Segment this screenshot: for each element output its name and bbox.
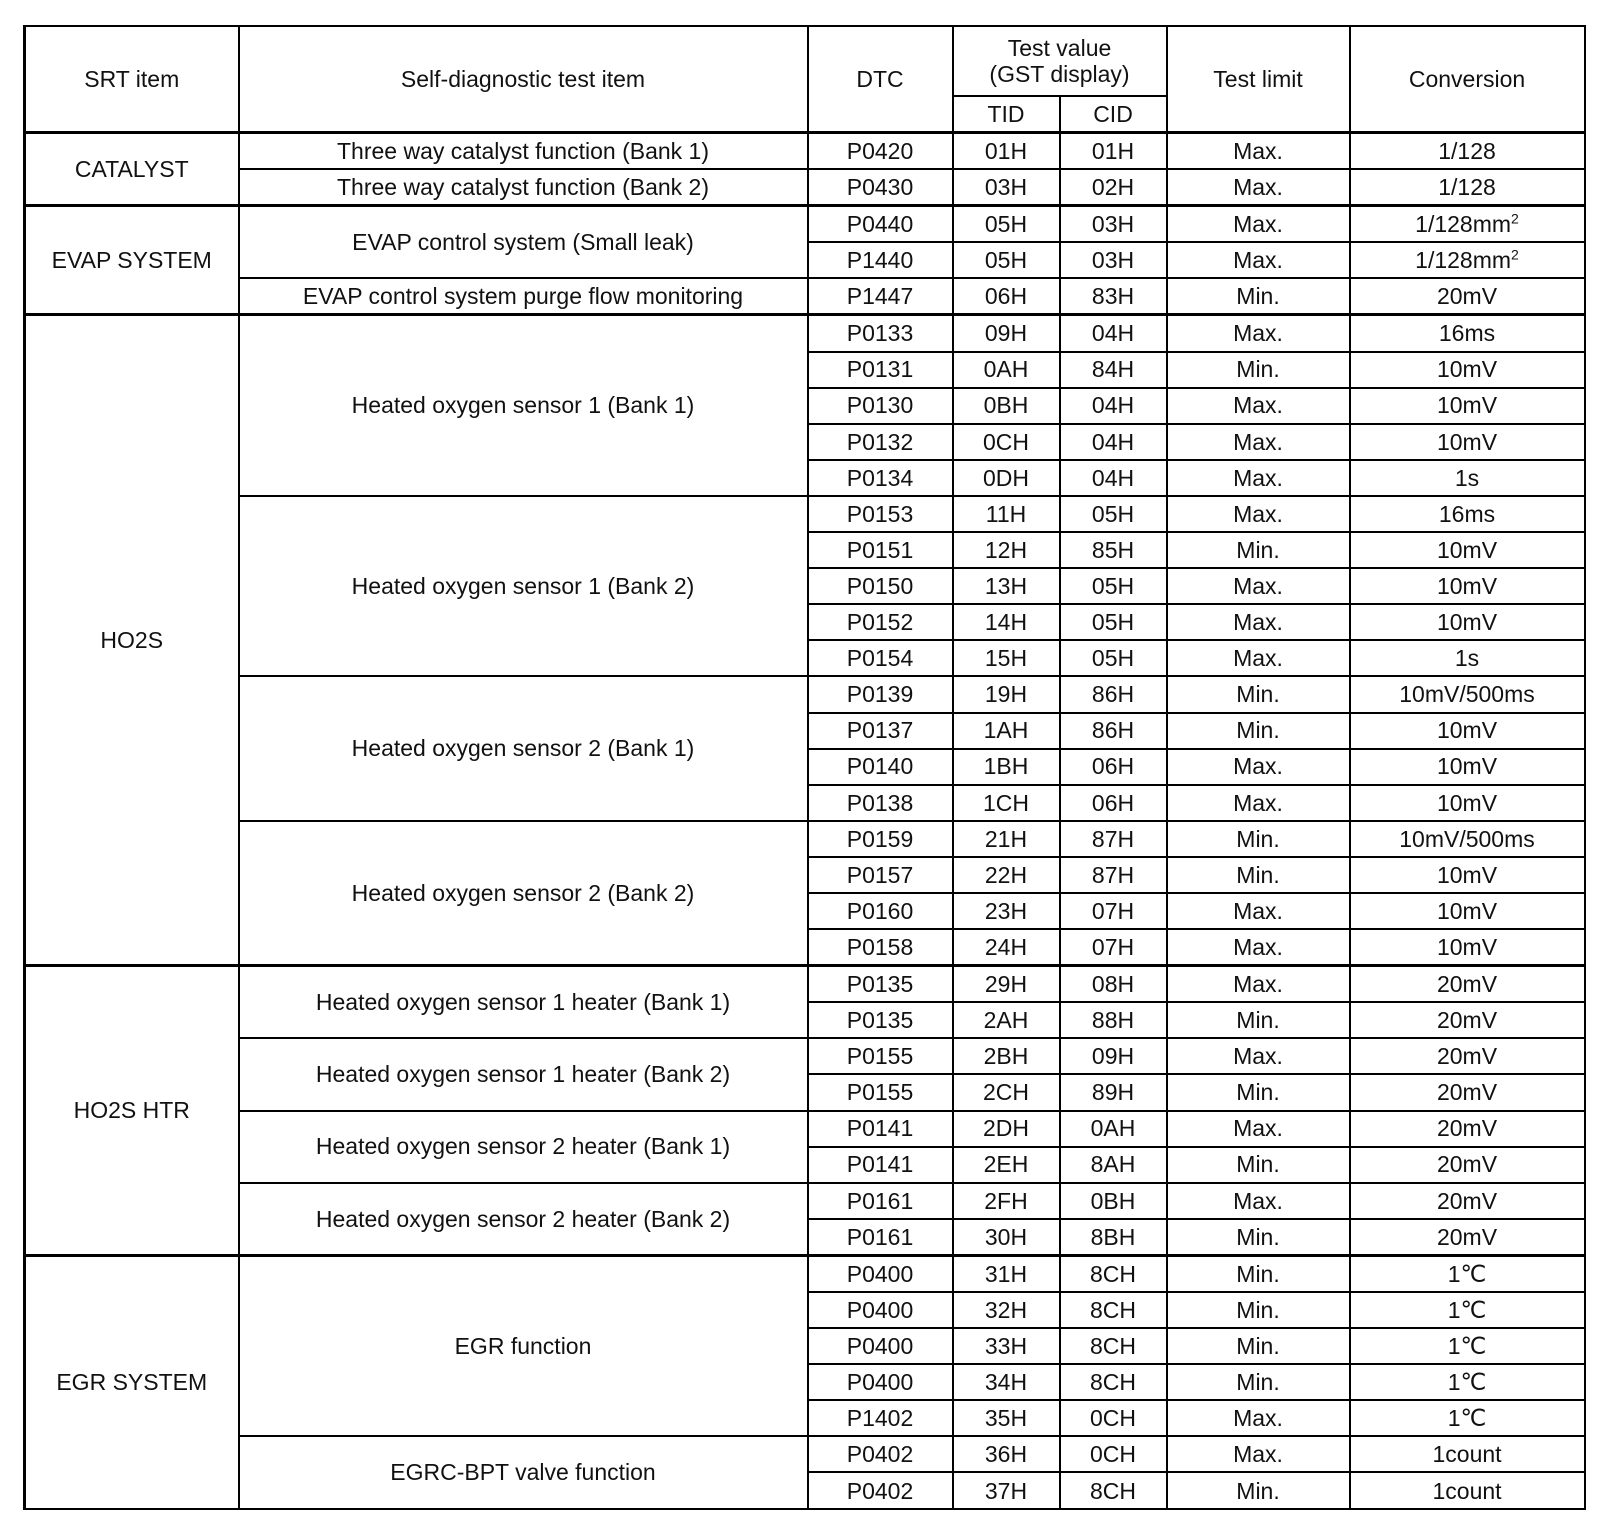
cid-cell: 86H [1060,713,1167,749]
tid-cell: 05H [953,206,1060,243]
test-limit-cell: Max. [1167,206,1350,243]
cid-cell: 8CH [1060,1255,1167,1292]
cid-cell: 84H [1060,352,1167,388]
dtc-cell: P0130 [808,388,953,424]
header-tid: TID [953,96,1060,133]
test-limit-cell: Max. [1167,133,1350,170]
test-limit-cell: Max. [1167,169,1350,206]
conversion-value: 1/128 [1438,137,1496,164]
cid-cell: 8CH [1060,1292,1167,1328]
cid-cell: 05H [1060,496,1167,532]
tid-cell: 15H [953,640,1060,676]
tid-cell: 0AH [953,352,1060,388]
conversion-value: 1count [1432,1441,1502,1468]
conversion-cell [1350,352,1585,388]
conversion-value: 10mV [1436,609,1498,636]
conversion-cell [1350,568,1585,604]
header-cid: CID [1060,96,1167,133]
conversion-value: 20mV [1436,1007,1498,1034]
test-limit-cell: Min. [1167,352,1350,388]
test-limit-cell: Max. [1167,966,1350,1003]
conversion-cell [1350,315,1585,352]
cid-cell: 05H [1060,604,1167,640]
dtc-cell: P0141 [808,1147,953,1183]
test-item-cell: Heated oxygen sensor 1 heater (Bank 2) [239,1038,808,1110]
test-item-cell: Heated oxygen sensor 2 heater (Bank 2) [239,1183,808,1256]
cid-cell: 08H [1060,966,1167,1003]
conversion-value: 1℃ [1447,1369,1487,1396]
tid-cell: 37H [953,1472,1060,1509]
table-row [25,676,1585,712]
test-limit-cell: Min. [1167,676,1350,712]
conversion-cell [1350,821,1585,857]
conversion-value: 10mV [1436,536,1498,563]
table-row [25,966,1585,1003]
conversion-cell [1350,785,1585,821]
test-limit-cell: Max. [1167,604,1350,640]
dtc-cell: P0154 [808,640,953,676]
conversion-cell [1350,496,1585,532]
conversion-value: 1count [1432,1477,1502,1504]
srt-item-cell: EGR SYSTEM [25,1255,239,1509]
conversion-value: 1℃ [1447,1296,1487,1323]
conversion-superscript: 2 [1511,246,1519,263]
tid-cell: 13H [953,568,1060,604]
header-test-limit: Test limit [1167,26,1350,133]
dtc-cell: P0430 [808,169,953,206]
test-item-cell: EVAP control system purge flow monitoring [239,278,808,315]
table-row [25,1255,1585,1292]
dtc-cell: P0138 [808,785,953,821]
conversion-cell [1350,1111,1585,1147]
test-item-cell: Heated oxygen sensor 1 heater (Bank 1) [239,966,808,1039]
test-limit-cell: Min. [1167,1472,1350,1509]
conversion-value: 10mV [1436,753,1498,780]
test-limit-cell: Min. [1167,713,1350,749]
tid-cell: 31H [953,1255,1060,1292]
table-row [25,496,1585,532]
test-limit-cell: Max. [1167,749,1350,785]
test-item-cell: EGRC-BPT valve function [239,1436,808,1509]
conversion-value: 20mV [1436,1187,1498,1214]
tid-cell: 2EH [953,1147,1060,1183]
srt-item-cell: EVAP SYSTEM [25,206,239,315]
test-limit-cell: Max. [1167,1436,1350,1472]
tid-cell: 33H [953,1328,1060,1364]
conversion-value: 10mV [1436,717,1498,744]
cid-cell: 86H [1060,676,1167,712]
table-row [25,315,1585,352]
conversion-value: 1℃ [1447,1405,1487,1432]
test-item-cell: EVAP control system (Small leak) [239,206,808,279]
conversion-cell [1350,278,1585,315]
conversion-value: 20mV [1436,1151,1498,1178]
cid-cell: 04H [1060,315,1167,352]
dtc-cell: P1402 [808,1400,953,1436]
test-limit-cell: Min. [1167,1292,1350,1328]
conversion-value: 10mV [1436,356,1498,383]
header-srt-item: SRT item [25,26,239,133]
dtc-cell: P0153 [808,496,953,532]
test-limit-cell: Min. [1167,857,1350,893]
tid-cell: 24H [953,929,1060,966]
tid-cell: 23H [953,893,1060,929]
tid-cell: 2AH [953,1002,1060,1038]
test-limit-cell: Min. [1167,278,1350,315]
dtc-cell: P0400 [808,1292,953,1328]
cid-cell: 04H [1060,388,1167,424]
tid-cell: 1AH [953,713,1060,749]
cid-cell: 03H [1060,206,1167,243]
tid-cell: 0BH [953,388,1060,424]
test-limit-cell: Max. [1167,315,1350,352]
cid-cell: 85H [1060,532,1167,568]
cid-cell: 02H [1060,169,1167,206]
tid-cell: 0DH [953,460,1060,496]
dtc-cell: P0402 [808,1472,953,1509]
dtc-cell: P0135 [808,1002,953,1038]
conversion-value: 20mV [1436,1043,1498,1070]
test-limit-cell: Min. [1167,532,1350,568]
cid-cell: 04H [1060,460,1167,496]
test-item-cell: Heated oxygen sensor 1 (Bank 1) [239,315,808,496]
cid-cell: 0BH [1060,1183,1167,1219]
tid-cell: 0CH [953,424,1060,460]
dtc-cell: P0135 [808,966,953,1003]
cid-cell: 8CH [1060,1364,1167,1400]
cid-cell: 06H [1060,785,1167,821]
table-row [25,1111,1585,1147]
tid-cell: 22H [953,857,1060,893]
test-limit-cell: Max. [1167,388,1350,424]
dtc-cell: P0402 [808,1436,953,1472]
test-limit-cell: Max. [1167,496,1350,532]
header-dtc: DTC [808,26,953,133]
conversion-value: 10mV [1436,572,1498,599]
conversion-value: 10mV [1436,861,1498,888]
tid-cell: 09H [953,315,1060,352]
dtc-cell: P0140 [808,749,953,785]
dtc-cell: P0161 [808,1183,953,1219]
conversion-cell [1350,133,1585,170]
table-row [25,278,1585,315]
cid-cell: 05H [1060,640,1167,676]
cid-cell: 89H [1060,1074,1167,1110]
test-limit-cell: Max. [1167,242,1350,278]
conversion-cell [1350,1038,1585,1074]
conversion-cell [1350,929,1585,966]
tid-cell: 30H [953,1219,1060,1256]
test-limit-cell: Min. [1167,821,1350,857]
conversion-value: 10mV [1436,428,1498,455]
test-limit-cell: Max. [1167,1038,1350,1074]
table-body [25,133,1585,1510]
table-header [25,26,1585,133]
cid-cell: 0CH [1060,1400,1167,1436]
table-row [25,1183,1585,1219]
conversion-cell [1350,460,1585,496]
srt-test-table [23,25,1586,1510]
conversion-superscript: 2 [1511,210,1519,227]
cid-cell: 04H [1060,424,1167,460]
table-row [25,1436,1585,1472]
conversion-cell [1350,424,1585,460]
conversion-cell [1350,388,1585,424]
table-row [25,206,1585,243]
header-test-value [953,26,1167,96]
tid-cell: 2BH [953,1038,1060,1074]
conversion-cell [1350,1328,1585,1364]
conversion-cell [1350,1400,1585,1436]
cid-cell: 8CH [1060,1472,1167,1509]
dtc-cell: P0158 [808,929,953,966]
cid-cell: 06H [1060,749,1167,785]
conversion-value: 16ms [1438,500,1496,527]
conversion-value: 20mV [1436,970,1498,997]
conversion-cell [1350,1002,1585,1038]
conversion-cell [1350,1436,1585,1472]
tid-cell: 1CH [953,785,1060,821]
test-limit-cell: Min. [1167,1364,1350,1400]
header-test-item: Self-diagnostic test item [239,26,808,133]
dtc-cell: P0155 [808,1038,953,1074]
test-limit-cell: Max. [1167,568,1350,604]
conversion-value: 1s [1454,645,1480,672]
conversion-cell [1350,206,1585,243]
conversion-value: 10mV/500ms [1399,681,1535,708]
dtc-cell: P1440 [808,242,953,278]
test-limit-cell: Min. [1167,1255,1350,1292]
tid-cell: 34H [953,1364,1060,1400]
test-limit-cell: Max. [1167,460,1350,496]
test-item-cell: Heated oxygen sensor 2 (Bank 1) [239,676,808,820]
test-limit-cell: Max. [1167,893,1350,929]
test-limit-cell: Min. [1167,1328,1350,1364]
test-item-cell: Three way catalyst function (Bank 2) [239,169,808,206]
dtc-cell: P0155 [808,1074,953,1110]
cid-cell: 0AH [1060,1111,1167,1147]
conversion-cell [1350,1472,1585,1509]
header-conversion: Conversion [1350,26,1585,133]
conversion-cell [1350,532,1585,568]
dtc-cell: P0151 [808,532,953,568]
dtc-cell: P0134 [808,460,953,496]
tid-cell: 29H [953,966,1060,1003]
conversion-cell [1350,1292,1585,1328]
conversion-value: 10mV [1436,392,1498,419]
conversion-value: 10mV [1436,897,1498,924]
conversion-cell [1350,1219,1585,1256]
test-limit-cell: Min. [1167,1074,1350,1110]
test-limit-cell: Max. [1167,640,1350,676]
cid-cell: 03H [1060,242,1167,278]
test-limit-cell: Max. [1167,785,1350,821]
cid-cell: 87H [1060,857,1167,893]
conversion-cell [1350,1364,1585,1400]
dtc-cell: P0440 [808,206,953,243]
dtc-cell: P0420 [808,133,953,170]
tid-cell: 2DH [953,1111,1060,1147]
test-item-cell: Heated oxygen sensor 2 heater (Bank 1) [239,1111,808,1183]
dtc-cell: P0150 [808,568,953,604]
cid-cell: 8CH [1060,1328,1167,1364]
conversion-value: 1℃ [1447,1332,1487,1359]
cid-cell: 8BH [1060,1219,1167,1256]
header-test-value-sub: (GST display) [989,61,1130,87]
conversion-cell [1350,242,1585,278]
tid-cell: 35H [953,1400,1060,1436]
dtc-cell: P0159 [808,821,953,857]
conversion-cell [1350,1255,1585,1292]
tid-cell: 1BH [953,749,1060,785]
cid-cell: 05H [1060,568,1167,604]
header-test-value-label: Test value [1007,34,1112,61]
tid-cell: 32H [953,1292,1060,1328]
table-row [25,1038,1585,1074]
dtc-cell: P0160 [808,893,953,929]
cid-cell: 83H [1060,278,1167,315]
cid-cell: 01H [1060,133,1167,170]
cid-cell: 88H [1060,1002,1167,1038]
test-limit-cell: Max. [1167,1111,1350,1147]
test-item-cell: Heated oxygen sensor 1 (Bank 2) [239,496,808,676]
test-limit-cell: Max. [1167,1183,1350,1219]
conversion-cell [1350,749,1585,785]
tid-cell: 36H [953,1436,1060,1472]
conversion-cell [1350,1074,1585,1110]
tid-cell: 14H [953,604,1060,640]
conversion-value: 16ms [1438,320,1496,347]
conversion-value: 1/128 [1438,173,1496,200]
test-limit-cell: Max. [1167,1400,1350,1436]
test-limit-cell: Min. [1167,1147,1350,1183]
tid-cell: 2CH [953,1074,1060,1110]
cid-cell: 87H [1060,821,1167,857]
conversion-value: 20mV [1436,283,1498,310]
dtc-cell: P0400 [808,1255,953,1292]
conversion-value: 20mV [1436,1223,1498,1250]
test-limit-cell: Min. [1167,1002,1350,1038]
cid-cell: 09H [1060,1038,1167,1074]
conversion-value: 1/128mm [1415,211,1512,238]
test-item-cell: EGR function [239,1255,808,1436]
srt-item-cell: CATALYST [25,133,239,206]
conversion-cell [1350,966,1585,1003]
conversion-cell [1350,169,1585,206]
cid-cell: 07H [1060,929,1167,966]
dtc-cell: P0131 [808,352,953,388]
test-limit-cell: Max. [1167,424,1350,460]
tid-cell: 11H [953,496,1060,532]
cid-cell: 8AH [1060,1147,1167,1183]
conversion-value: 20mV [1436,1115,1498,1142]
tid-cell: 2FH [953,1183,1060,1219]
dtc-cell: P1447 [808,278,953,315]
dtc-cell: P0400 [808,1328,953,1364]
dtc-cell: P0161 [808,1219,953,1256]
conversion-value: 10mV [1436,933,1498,960]
conversion-value: 10mV [1436,789,1498,816]
dtc-cell: P0141 [808,1111,953,1147]
tid-cell: 06H [953,278,1060,315]
conversion-value: 20mV [1436,1079,1498,1106]
tid-cell: 01H [953,133,1060,170]
srt-item-cell: HO2S HTR [25,966,239,1256]
conversion-cell [1350,1147,1585,1183]
tid-cell: 03H [953,169,1060,206]
test-item-cell: Three way catalyst function (Bank 1) [239,133,808,170]
test-limit-cell: Min. [1167,1219,1350,1256]
conversion-value: 1℃ [1447,1260,1487,1287]
cid-cell: 0CH [1060,1436,1167,1472]
conversion-cell [1350,713,1585,749]
conversion-cell [1350,604,1585,640]
conversion-value: 1/128mm [1415,247,1512,274]
table-row [25,133,1585,170]
conversion-cell [1350,1183,1585,1219]
srt-item-cell: HO2S [25,315,239,966]
table-row [25,169,1585,206]
tid-cell: 19H [953,676,1060,712]
tid-cell: 12H [953,532,1060,568]
table-row [25,821,1585,857]
tid-cell: 05H [953,242,1060,278]
dtc-cell: P0400 [808,1364,953,1400]
test-item-cell: Heated oxygen sensor 2 (Bank 2) [239,821,808,966]
conversion-cell [1350,857,1585,893]
conversion-cell [1350,676,1585,712]
dtc-cell: P0139 [808,676,953,712]
dtc-cell: P0152 [808,604,953,640]
dtc-cell: P0157 [808,857,953,893]
conversion-value: 1s [1454,464,1480,491]
dtc-cell: P0137 [808,713,953,749]
dtc-cell: P0133 [808,315,953,352]
conversion-cell [1350,640,1585,676]
cid-cell: 07H [1060,893,1167,929]
conversion-value: 10mV/500ms [1399,825,1535,852]
tid-cell: 21H [953,821,1060,857]
dtc-cell: P0132 [808,424,953,460]
test-limit-cell: Max. [1167,929,1350,966]
conversion-cell [1350,893,1585,929]
